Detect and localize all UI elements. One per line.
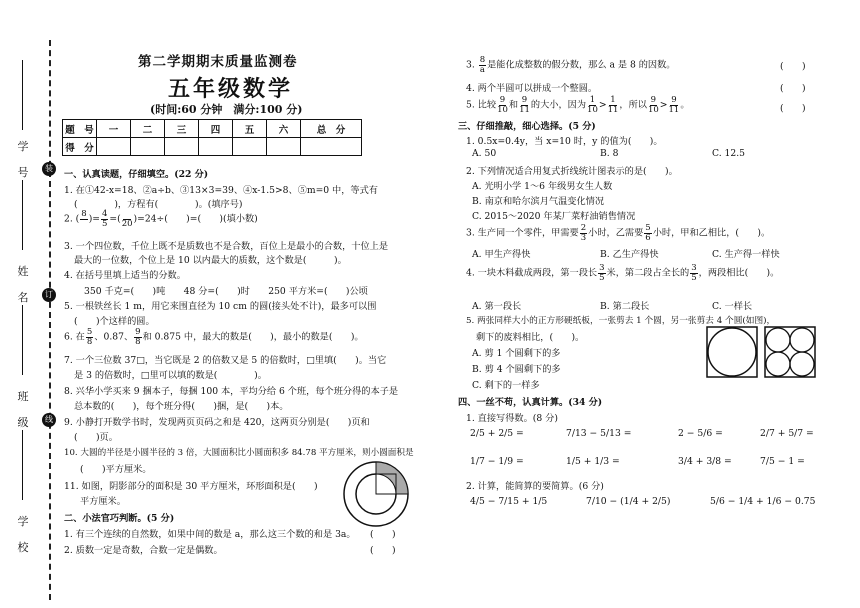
judge-3-answer[interactable]: ( ) (780, 61, 806, 72)
section-choice: 三、仔细推敲，细心选择。(5 分) (458, 121, 596, 132)
section-fill-in: 一、认真读题，仔细填空。(22 分) (64, 169, 209, 180)
score-header-cell: 五 (233, 120, 267, 138)
fraction: $\frac{4}{5}$ (102, 209, 108, 229)
choice-1-option-b[interactable]: B. 8 (600, 148, 619, 159)
write-line (22, 305, 23, 375)
choice-4-option-c[interactable]: C. 一样长 (712, 301, 753, 312)
choice-1: 1. 0.5x=0.4y，当 x=10 时，y 的值为( )。 (466, 136, 663, 147)
seal-ding: 订 (42, 288, 56, 302)
choice-3-option-a[interactable]: A. 甲生产得快 (472, 249, 531, 260)
score-input-cell[interactable] (165, 138, 199, 156)
question-6: 6. 在 $\frac{5}{8}$ 、0.87、 $\frac{9}{8}$ 和 0.875 中，最大的数是( )，最小的数是( )。 (64, 327, 364, 347)
question-11-line1: 11. 如图，阴影部分的面积是 30 平方厘米，环形面积是( ) (64, 481, 318, 492)
judge-2: 2. 质数一定是奇数，合数一定是偶数。 (64, 545, 223, 556)
section-judge: 二、小法官巧判断。(5 分) (64, 513, 175, 524)
calc-direct-6: 1/5 + 1/3 = (566, 456, 620, 467)
write-line (22, 60, 23, 130)
calc-direct-3: 2 − 5/6 = (678, 428, 723, 439)
calc-direct-7: 3/4 + 3/8 = (678, 456, 732, 467)
fraction: 8 (81, 209, 87, 219)
question-2: 2. ( 8 )= $\frac{4}{5}$ =( 20 )=24÷( )=( )(填小数) (64, 209, 258, 229)
calc-direct-heading: 1. 直接写得数。(8 分) (466, 413, 558, 424)
score-header-cell: 六 (267, 120, 301, 138)
choice-4-option-a[interactable]: A. 第一段长 (472, 301, 522, 312)
section-calculation: 四、一丝不苟，认真计算。(34 分) (458, 397, 603, 408)
seal-zhuang: 装 (42, 162, 56, 176)
score-input-cell[interactable] (233, 138, 267, 156)
calc-direct-1: 2/5 + 2/5 = (470, 428, 524, 439)
choice-1-option-c[interactable]: C. 12.5 (712, 148, 745, 159)
side-label-name: 姓 名 (17, 265, 29, 304)
question-9-line1: 9. 小静打开数学书时，发现两页页码之和是 420，这两页分别是( )页和 (64, 417, 370, 428)
score-input-cell[interactable] (131, 138, 165, 156)
square-four-circles-figure (764, 326, 816, 378)
choice-2-option-b[interactable]: B. 南京和哈尔滨月气温变化情况 (472, 196, 605, 207)
square-one-circle-figure (706, 326, 758, 378)
choice-2-option-c[interactable]: C. 2015～2020 年某厂菜籽油销售情况 (472, 211, 636, 222)
score-header-cell: 题 号 (63, 120, 97, 138)
choice-5-option-b[interactable]: B. 剪 4 个圆剩下的多 (472, 364, 561, 375)
judge-3: 3. $\frac{8}{a}$ 是能化成整数的假分数，那么 a 是 8 的因数。 (466, 55, 676, 75)
question-8-line1: 8. 兴华小学买来 9 捆本子，每捆 100 本，平均分给 6 个班，每个班分得的本子是 (64, 386, 399, 397)
question-5-line1: 5. 一根铁丝长 1 m，用它来围直径为 10 cm 的圆(接头处不计)，最多可以围 (64, 301, 377, 312)
question-10-line2: ( )平方厘米。 (80, 464, 152, 475)
exam-title: 第二学期期末质量监测卷 (138, 54, 298, 70)
question-5-line2: ( )个这样的圆。 (74, 316, 155, 327)
question-4: 4. 在括号里填上适当的分数。 (64, 270, 186, 281)
question-10-line1: 10. 大圆的半径是小圆半径的 3 倍，大圆面积比小圆面积多 84.78 平方厘米，则小圆面积是 (64, 448, 414, 458)
calc-simplify-heading: 2. 计算，能简算的要简算。(6 分) (466, 481, 604, 492)
question-4-items: 350 千克=( )吨 48 分=( )时 250 平方米=( )公顷 (84, 286, 368, 297)
choice-1-option-a[interactable]: A. 50 (472, 148, 497, 159)
score-table (62, 119, 362, 156)
choice-5-option-a[interactable]: A. 剪 1 个圆剩下的多 (472, 348, 561, 359)
choice-4: 4. 一块木料截成两段，第一段长 $\frac{3}{5}$ 米，第二段占全长的 $\frac{3}{5}$ ，两段相比( )。 (466, 263, 780, 283)
fraction: $\frac{8}{a}$ (479, 55, 486, 75)
score-header-cell: 一 (97, 120, 131, 138)
side-label-school: 学 校 (17, 515, 29, 554)
side-label-student-no: 学 号 (17, 140, 29, 179)
score-table-score-row (63, 138, 362, 156)
choice-2-option-a[interactable]: A. 光明小学 1～6 年级男女生人数 (472, 181, 613, 192)
question-8-line2: 总本数的( )，每个班分得( )捆，是( )本。 (74, 401, 289, 412)
subject-title: 五年级数学 (168, 76, 294, 102)
score-header-cell: 四 (199, 120, 233, 138)
choice-2: 2. 下列情况适合用复式折线统计图表示的是( )。 (466, 166, 678, 177)
calc-direct-8: 7/5 − 1 = (760, 456, 805, 467)
calc-direct-4: 2/7 + 5/7 = (760, 428, 814, 439)
question-7-line1: 7. 一个三位数 37□，当它既是 2 的倍数又是 5 的倍数时，□里填( )。当它 (64, 355, 387, 366)
fraction: 20 (122, 210, 133, 228)
question-7-line2: 是 3 的倍数时，□里可以填的数是( )。 (74, 370, 267, 381)
cut-line (49, 40, 51, 600)
calc-direct-5: 1/7 − 1/9 = (470, 456, 524, 467)
score-input-cell[interactable] (199, 138, 233, 156)
judge-4: 4. 两个半圆可以拼成一个整圆。 (466, 83, 598, 94)
score-input-cell[interactable] (267, 138, 301, 156)
choice-5-option-c[interactable]: C. 剩下的一样多 (472, 380, 540, 391)
calc-simplify-3: 5/6 − 1/4 + 1/6 − 0.75 (710, 496, 816, 507)
question-3-line1: 3. 一个四位数，千位上既不是质数也不是合数，百位上是最小的合数，十位上是 (64, 241, 389, 252)
score-header-cell: 总 分 (301, 120, 362, 138)
judge-5: 5. 比较 $\frac{9}{10}$ 和 $\frac{9}{11}$ 的大小，因为 $\frac{1}{10}$ > $\frac{1}{11}$ ，所以 $\frac{9}{10}$ > $\frac{9}{11}$ 。 (466, 95, 690, 115)
calc-simplify-1: 4/5 − 7/15 + 1/5 (470, 496, 548, 507)
calc-direct-2: 7/13 − 5/13 = (566, 428, 632, 439)
write-line (22, 430, 23, 500)
choice-3: 3. 生产同一个零件，甲需要 $\frac{2}{3}$ 小时，乙需要 $\frac{5}{6}$ 小时，甲和乙相比，( )。 (466, 223, 771, 243)
choice-5-line2: 剩下的废料相比，( )。 (476, 332, 585, 343)
judge-1-answer[interactable]: ( ) (370, 529, 396, 540)
question-9-line2: ( )页。 (74, 432, 118, 443)
question-3-line2: 最大的一位数，个位上是 10 以内最大的质数，这个数是( )。 (74, 255, 347, 266)
exam-info: (时间:60 分钟 满分:100 分) (150, 103, 303, 116)
choice-4-option-b[interactable]: B. 第二段长 (600, 301, 650, 312)
judge-2-answer[interactable]: ( ) (370, 545, 396, 556)
score-input-cell[interactable] (97, 138, 131, 156)
choice-3-option-b[interactable]: B. 乙生产得快 (600, 249, 659, 260)
question-1-line1: 1. 在①42-x=18、②a÷b、③13×3=39、④x-1.5>8、⑤m=0 中，等式有 (64, 185, 378, 196)
score-table-header-row (63, 120, 362, 138)
score-header-cell: 二 (131, 120, 165, 138)
choice-3-option-c[interactable]: C. 生产得一样快 (712, 249, 780, 260)
score-header-cell: 三 (165, 120, 199, 138)
seal-xian: 线 (42, 413, 56, 427)
calc-simplify-2: 7/10 − (1/4 + 2/5) (586, 496, 671, 507)
fraction: $\frac{9}{8}$ (135, 327, 141, 347)
question-1-line2: ( )，方程有( )。(填序号) (74, 199, 243, 210)
fraction: $\frac{5}{8}$ (86, 327, 93, 347)
side-label-class: 班 级 (17, 390, 29, 429)
ring-figure (340, 458, 412, 530)
write-line (22, 180, 23, 250)
binding-margin (0, 0, 60, 608)
judge-5-answer[interactable]: ( ) (780, 103, 806, 114)
score-input-cell[interactable] (301, 138, 362, 156)
judge-1: 1. 有三个连续的自然数，如果中间的数是 a，那么这三个数的和是 3a。 (64, 529, 356, 540)
choice-5-line1: 5. 两张同样大小的正方形硬纸板，一张剪去 1 个圆，另一张剪去 4 个圆(如图)， (466, 316, 776, 326)
score-row-label: 得 分 (63, 138, 97, 156)
question-11-line2: 平方厘米。 (80, 496, 126, 507)
judge-4-answer[interactable]: ( ) (780, 83, 806, 94)
